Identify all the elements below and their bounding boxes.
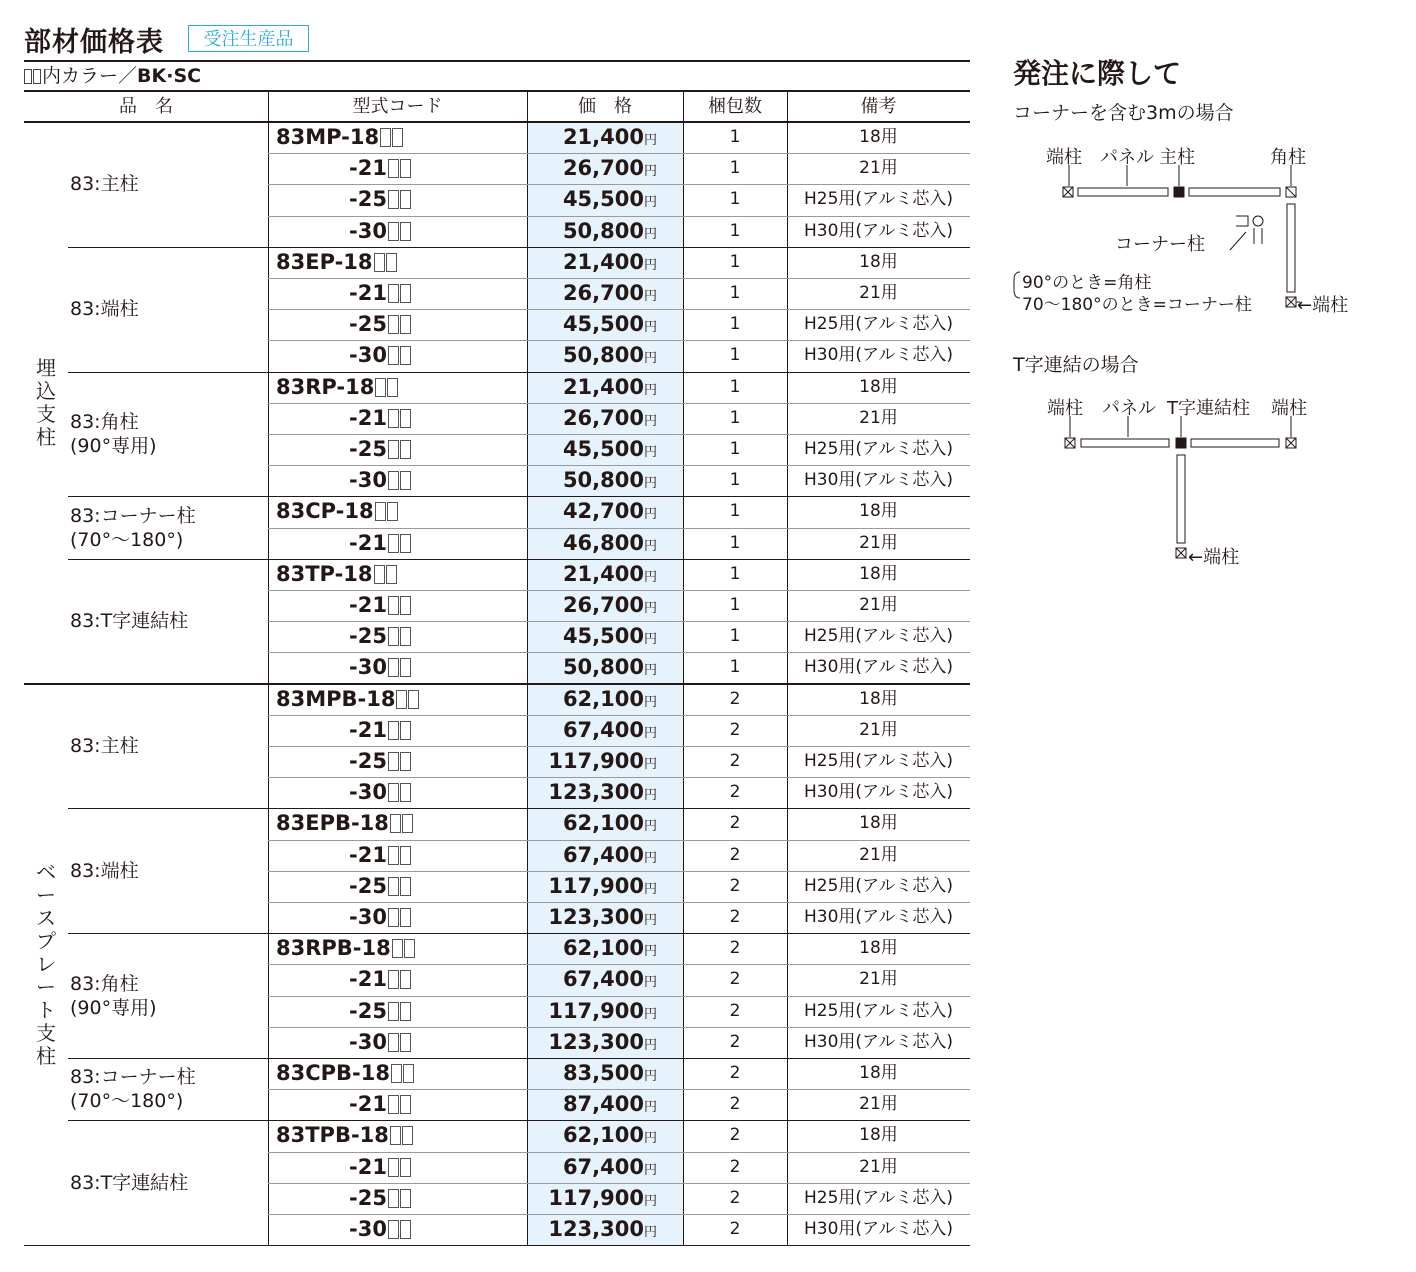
note: H30用(アルミ芯入) bbox=[804, 345, 953, 366]
note: H30用(アルミ芯入) bbox=[804, 1219, 953, 1239]
section-label: 埋込支柱 bbox=[36, 355, 56, 449]
note: H25用(アルミ芯入) bbox=[804, 189, 953, 210]
case2-t-post-label: T字連結柱 bbox=[1167, 398, 1250, 419]
pack-count: 2 bbox=[729, 1219, 741, 1239]
section-label: ベースプレート支柱 bbox=[36, 859, 56, 1068]
table-row bbox=[268, 871, 970, 902]
product-name: 83:T字連結柱 bbox=[70, 1171, 189, 1194]
model-code: -21 bbox=[268, 1152, 527, 1183]
table-row bbox=[268, 216, 970, 247]
pack-count: 1 bbox=[729, 657, 741, 678]
model-code: -25 bbox=[268, 871, 527, 902]
note: 18用 bbox=[859, 688, 898, 709]
table-row bbox=[268, 590, 970, 621]
pack-count: 2 bbox=[729, 969, 741, 990]
price: 123,300円 bbox=[548, 780, 657, 805]
table-row bbox=[268, 1183, 970, 1214]
model-code: -30 bbox=[268, 777, 527, 808]
panel-shape bbox=[1191, 439, 1279, 447]
price: 45,500円 bbox=[562, 437, 657, 461]
pack-count: 1 bbox=[729, 501, 741, 522]
pack-count: 1 bbox=[729, 189, 741, 210]
price: 26,700円 bbox=[562, 593, 657, 617]
table-row bbox=[268, 465, 970, 496]
note: 21用 bbox=[859, 1156, 898, 1177]
pack-count: 1 bbox=[729, 251, 741, 272]
table-row bbox=[268, 808, 970, 839]
note: H30用(アルミ芯入) bbox=[804, 220, 953, 241]
table-row bbox=[268, 715, 970, 746]
color-line bbox=[24, 62, 201, 90]
corner-post-icon bbox=[1230, 216, 1263, 250]
note: 18用 bbox=[859, 813, 898, 834]
note: H30用(アルミ芯入) bbox=[804, 657, 953, 678]
note: 21用 bbox=[859, 719, 898, 740]
pack-count: 2 bbox=[729, 1000, 741, 1021]
price: 62,100円 bbox=[562, 811, 657, 836]
case2-end-post-right-label: 端柱 bbox=[1271, 398, 1307, 419]
case1-corner-post-label: コーナー柱 bbox=[1115, 234, 1205, 255]
product-name: 83:角柱 (90°専用) bbox=[70, 972, 157, 1019]
table-row bbox=[268, 247, 970, 278]
pack-count: 1 bbox=[729, 220, 741, 241]
pack-count: 2 bbox=[729, 1156, 741, 1177]
order-diagram bbox=[1000, 0, 1416, 600]
note: H25用(アルミ芯入) bbox=[804, 1000, 953, 1021]
page-title: 部材価格表 bbox=[24, 27, 164, 58]
table-row bbox=[268, 403, 970, 434]
note: 21用 bbox=[859, 844, 898, 865]
price: 62,100円 bbox=[562, 686, 657, 711]
model-code: -21 bbox=[268, 528, 527, 559]
note: 18用 bbox=[859, 501, 898, 522]
model-code: -25 bbox=[268, 309, 527, 340]
price: 123,300円 bbox=[548, 905, 657, 929]
note: 18用 bbox=[859, 376, 898, 397]
color-value: BK·SC bbox=[137, 65, 202, 87]
table-row bbox=[268, 652, 970, 683]
price: 21,400円 bbox=[562, 249, 657, 274]
case1-end-post-label: 端柱 bbox=[1046, 147, 1082, 168]
pack-count: 1 bbox=[729, 470, 741, 491]
case2-end-post-label: 端柱 bbox=[1047, 398, 1083, 419]
pack-count: 2 bbox=[729, 844, 741, 865]
note: H30用(アルミ芯入) bbox=[804, 782, 953, 803]
note: 21用 bbox=[859, 1094, 898, 1115]
pack-count: 2 bbox=[729, 1063, 741, 1083]
note: 18用 bbox=[859, 251, 898, 272]
case1-end-post-bottom-label: ←端柱 bbox=[1297, 295, 1349, 316]
model-code: -30 bbox=[268, 340, 527, 371]
pack-count: 1 bbox=[729, 439, 741, 459]
note: 21用 bbox=[859, 532, 898, 553]
model-code: -30 bbox=[268, 652, 527, 683]
pack-count: 2 bbox=[729, 1187, 741, 1208]
model-code: -30 bbox=[268, 1214, 527, 1245]
pack-count: 2 bbox=[729, 938, 741, 959]
model-code: 83CPB-18 bbox=[268, 1058, 527, 1089]
pack-count: 1 bbox=[729, 376, 741, 397]
note: 18用 bbox=[859, 563, 898, 584]
note: 18用 bbox=[859, 1125, 898, 1146]
table-row bbox=[268, 777, 970, 808]
note: 18用 bbox=[859, 938, 898, 959]
note: H30用(アルミ芯入) bbox=[804, 470, 953, 491]
panel-shape bbox=[1189, 188, 1280, 196]
note: H25用(アルミ芯入) bbox=[804, 875, 953, 896]
table-row bbox=[268, 996, 970, 1027]
price: 117,900円 bbox=[548, 998, 657, 1023]
price: 21,400円 bbox=[562, 374, 657, 399]
note: 18用 bbox=[859, 1063, 898, 1083]
price: 26,700円 bbox=[562, 156, 657, 181]
model-code: -25 bbox=[268, 621, 527, 652]
pack-count: 1 bbox=[729, 595, 741, 615]
square-post-icon bbox=[1286, 187, 1296, 197]
model-code: -30 bbox=[268, 902, 527, 933]
model-code: 83EP-18 bbox=[268, 247, 527, 278]
model-code: -25 bbox=[268, 996, 527, 1027]
note: 18用 bbox=[859, 127, 898, 147]
pack-count: 1 bbox=[729, 283, 741, 303]
price: 117,900円 bbox=[548, 749, 657, 773]
table-row bbox=[268, 1120, 970, 1151]
product-name: 83:端柱 bbox=[70, 298, 139, 321]
price: 26,700円 bbox=[562, 281, 657, 305]
table-row bbox=[268, 621, 970, 652]
model-code: -25 bbox=[268, 184, 527, 215]
end-post-icon bbox=[1063, 187, 1073, 197]
pack-count: 1 bbox=[729, 626, 741, 647]
pack-count: 1 bbox=[729, 563, 741, 584]
price: 50,800円 bbox=[562, 218, 657, 243]
table-row bbox=[268, 1089, 970, 1120]
case2-panel-label: パネル bbox=[1102, 398, 1156, 419]
order-title: 発注に際して bbox=[1013, 57, 1182, 90]
pack-count: 1 bbox=[729, 127, 741, 147]
case1-subtitle: コーナーを含む3mの場合 bbox=[1013, 102, 1234, 124]
model-code: -30 bbox=[268, 1027, 527, 1058]
pack-count: 2 bbox=[729, 688, 741, 709]
pack-count: 2 bbox=[729, 782, 741, 803]
note: H25用(アルミ芯入) bbox=[804, 751, 953, 771]
panel-shape bbox=[1177, 455, 1185, 543]
model-code: 83TP-18 bbox=[268, 559, 527, 590]
table-row bbox=[268, 434, 970, 465]
model-code: -21 bbox=[268, 840, 527, 871]
price: 62,100円 bbox=[562, 1123, 657, 1148]
case2-subtitle: T字連結の場合 bbox=[1013, 354, 1139, 376]
end-post-icon bbox=[1065, 438, 1075, 448]
note: H30用(アルミ芯入) bbox=[804, 907, 953, 927]
col-pack: 梱包数 bbox=[708, 96, 762, 117]
pack-count: 2 bbox=[729, 1125, 741, 1146]
price: 123,300円 bbox=[548, 1217, 657, 1241]
price: 67,400円 bbox=[562, 1154, 657, 1179]
table-row bbox=[268, 1058, 970, 1089]
case1-square-post-label: 角柱 bbox=[1270, 147, 1306, 168]
price: 87,400円 bbox=[562, 1092, 657, 1117]
table-row bbox=[268, 964, 970, 995]
note: 21用 bbox=[859, 407, 898, 428]
product-name: 83:コーナー柱 (70°～180°) bbox=[70, 1066, 196, 1113]
pack-count: 1 bbox=[729, 314, 741, 335]
table-row bbox=[268, 340, 970, 371]
model-code: -21 bbox=[268, 278, 527, 309]
model-code: 83CP-18 bbox=[268, 496, 527, 527]
color-prefix: 内カラー／ bbox=[42, 65, 138, 87]
model-code: -25 bbox=[268, 434, 527, 465]
price: 50,800円 bbox=[562, 468, 657, 493]
product-name: 83:角柱 (90°専用) bbox=[70, 411, 157, 457]
model-code: -21 bbox=[268, 1089, 527, 1120]
pack-count: 1 bbox=[729, 158, 741, 179]
col-code: 型式コード bbox=[352, 96, 443, 117]
price: 45,500円 bbox=[562, 187, 657, 212]
price: 117,900円 bbox=[548, 873, 657, 898]
table-row bbox=[268, 559, 970, 590]
pack-count: 2 bbox=[729, 751, 741, 771]
case2-end-post-bottom-label: ←端柱 bbox=[1188, 547, 1240, 568]
product-name: 83:主柱 bbox=[70, 173, 139, 196]
product-name: 83:コーナー柱 (70°～180°) bbox=[70, 504, 196, 551]
price: 117,900円 bbox=[548, 1185, 657, 1210]
note: 21用 bbox=[859, 283, 898, 303]
case1-note1: 90°のとき=角柱 bbox=[1022, 273, 1152, 293]
price: 21,400円 bbox=[562, 561, 657, 586]
note: H30用(アルミ芯入) bbox=[804, 1031, 953, 1052]
pack-count: 2 bbox=[729, 1094, 741, 1115]
col-note: 備考 bbox=[860, 96, 897, 117]
table-row bbox=[268, 684, 970, 715]
table-row bbox=[268, 372, 970, 403]
note: H25用(アルミ芯入) bbox=[804, 1187, 953, 1208]
panel-shape bbox=[1081, 439, 1169, 447]
note: 21用 bbox=[859, 969, 898, 990]
table-row bbox=[268, 122, 970, 153]
model-code: 83TPB-18 bbox=[268, 1120, 527, 1151]
price: 50,800円 bbox=[562, 655, 657, 680]
pack-count: 2 bbox=[729, 907, 741, 927]
table-row bbox=[268, 746, 970, 777]
table-row bbox=[268, 496, 970, 527]
model-code: -30 bbox=[268, 465, 527, 496]
note: H25用(アルミ芯入) bbox=[804, 314, 953, 335]
price: 123,300円 bbox=[548, 1029, 657, 1054]
table-row bbox=[268, 1214, 970, 1245]
model-code: -30 bbox=[268, 216, 527, 247]
price: 67,400円 bbox=[562, 717, 657, 742]
pack-count: 1 bbox=[729, 407, 741, 428]
price: 46,800円 bbox=[562, 530, 657, 555]
price: 50,800円 bbox=[562, 343, 657, 368]
pack-count: 1 bbox=[729, 532, 741, 553]
price: 67,400円 bbox=[562, 967, 657, 992]
model-code: -21 bbox=[268, 403, 527, 434]
table-row bbox=[268, 278, 970, 309]
pack-count: 2 bbox=[729, 813, 741, 834]
model-code: -25 bbox=[268, 1183, 527, 1214]
case1-note2: 70～180°のとき=コーナー柱 bbox=[1022, 295, 1252, 315]
pack-count: 1 bbox=[729, 345, 741, 366]
table-row bbox=[268, 528, 970, 559]
model-code: 83RP-18 bbox=[268, 372, 527, 403]
price: 21,400円 bbox=[562, 125, 657, 149]
col-name: 品 名 bbox=[119, 96, 173, 117]
note: 21用 bbox=[859, 595, 898, 615]
table-row bbox=[268, 902, 970, 933]
case1-panel-label: パネル bbox=[1100, 147, 1154, 168]
pack-count: 2 bbox=[729, 719, 741, 740]
table-row bbox=[268, 309, 970, 340]
end-post-icon bbox=[1286, 438, 1296, 448]
price: 67,400円 bbox=[562, 842, 657, 867]
price: 26,700円 bbox=[562, 405, 657, 430]
table-row bbox=[268, 184, 970, 215]
price: 62,100円 bbox=[562, 936, 657, 961]
panel-shape bbox=[1287, 204, 1295, 292]
main-post-icon bbox=[1174, 187, 1184, 197]
product-name: 83:端柱 bbox=[70, 859, 139, 882]
model-code: -21 bbox=[268, 153, 527, 184]
model-code: 83MPB-18 bbox=[268, 684, 527, 715]
pack-count: 2 bbox=[729, 875, 741, 896]
model-code: 83EPB-18 bbox=[268, 808, 527, 839]
model-code: 83RPB-18 bbox=[268, 933, 527, 964]
model-code: 83MP-18 bbox=[268, 122, 527, 153]
price: 45,500円 bbox=[562, 624, 657, 649]
note: 21用 bbox=[859, 158, 898, 179]
price: 45,500円 bbox=[562, 312, 657, 337]
table-row bbox=[268, 1152, 970, 1183]
note: H25用(アルミ芯入) bbox=[804, 439, 953, 459]
table-row bbox=[268, 933, 970, 964]
model-code: -25 bbox=[268, 746, 527, 777]
made-to-order-badge: 受注生産品 bbox=[188, 25, 309, 52]
product-name: 83:主柱 bbox=[70, 735, 139, 757]
model-code: -21 bbox=[268, 715, 527, 746]
price: 42,700円 bbox=[562, 499, 657, 524]
model-code: -21 bbox=[268, 964, 527, 995]
t-post-icon bbox=[1176, 438, 1186, 448]
square-icon bbox=[24, 69, 32, 84]
table-row bbox=[268, 840, 970, 871]
table-row bbox=[268, 153, 970, 184]
end-post-icon bbox=[1176, 548, 1186, 558]
note: H25用(アルミ芯入) bbox=[804, 626, 953, 647]
model-code: -21 bbox=[268, 590, 527, 621]
table-row bbox=[268, 1027, 970, 1058]
product-name: 83:T字連結柱 bbox=[70, 610, 189, 633]
case1-main-post-label: 主柱 bbox=[1159, 147, 1195, 168]
square-icon bbox=[33, 69, 41, 84]
pack-count: 2 bbox=[729, 1031, 741, 1052]
col-price: 価 格 bbox=[578, 96, 632, 117]
panel-shape bbox=[1078, 188, 1168, 196]
price: 83,500円 bbox=[562, 1061, 657, 1085]
end-post-icon bbox=[1286, 297, 1296, 307]
